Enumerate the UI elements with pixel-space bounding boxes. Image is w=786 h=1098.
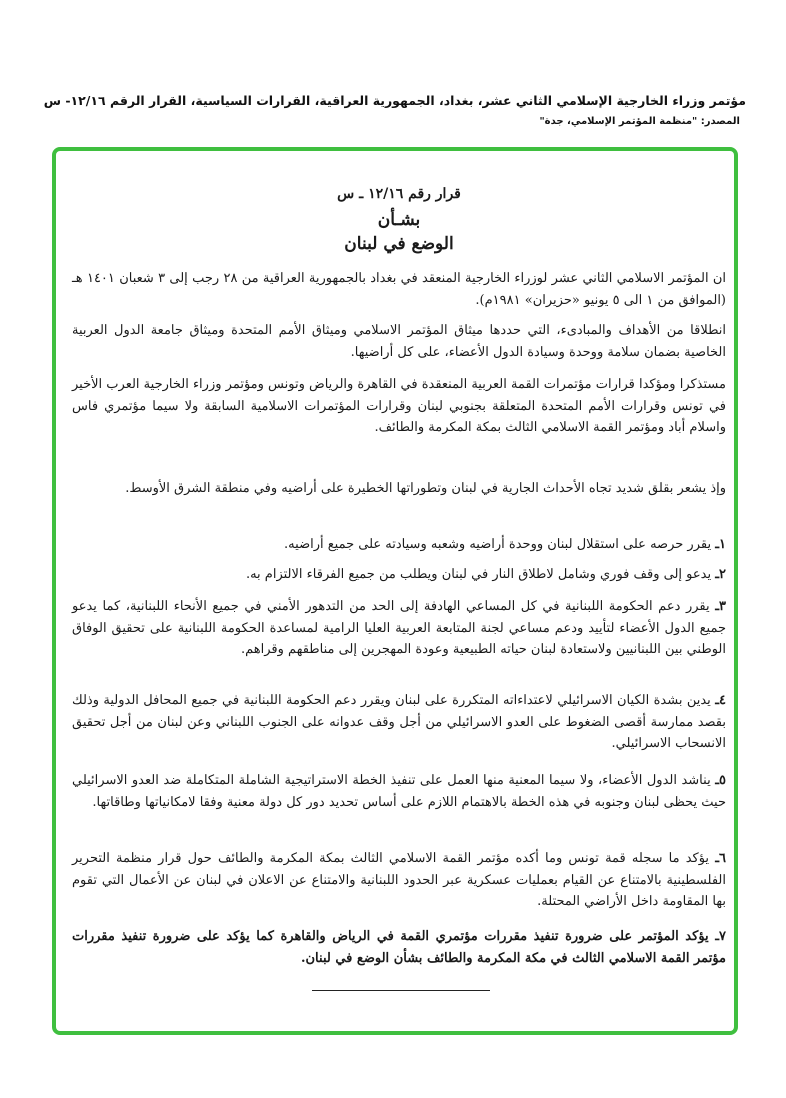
subject-title: الوضع في لبنان [344,234,454,254]
resolution-item-3 [72,596,726,661]
resolution-item-5 [72,770,726,813]
preamble-paragraph-1: ان المؤتمر الاسلامي الثاني عشر لوزراء الخارجية المنعقد في بغداد بالجمهورية العراقية من ٢٨ رجب إلى ٣ شعبان ١٤٠١ هـ (الموافق من ١ الى ٥ يونيو «حزيران» ١٩٨١م). [72,271,727,308]
decision-number: قرار رقم ١٢/١٦ ـ س [337,186,461,202]
item-text: يناشد الدول الأعضاء، ولا سيما المعنية منها العمل على تنفيذ الخطة الاستراتيجية الشاملة المتكاملة ضد العدو الاسرائيلي حيث يحظى لبنان وجنوبه في هذه الخطة بالاهتمام اللازم على أساس تحديد دور كل دولة معنية وفقا لامكانياتها وطاقاتها. [72,773,726,810]
preamble-paragraph-2: انطلاقا من الأهداف والمبادىء، التي حددها ميثاق المؤتمر الاسلامي وميثاق الأمم المتحدة وميثاق جامعة الدول العربية الخاصية بضمان سلامة ووحدة وسيادة الدول الأعضاء، على كل أراضيها. [72,323,726,360]
resolution-item-6 [72,848,726,913]
item-number: ١ـ [715,537,726,552]
item-number: ٧ـ [715,929,726,944]
header-title: مؤتمر وزراء الخارجية الإسلامي الثاني عشر، بغداد، الجمهورية العراقية، القرارات السياسية، القرار الرقم ١٢/١٦- س [43,93,746,108]
item-text: يقرر دعم الحكومة اللبنانية في كل المساعي الهادفة إلى الحد من التدهور الأمني في جميع الأنحاء اللبنانية، كما يدعو جميع الدول الأعضاء لتأييد ودعم مساعي لجنة المتابعة العربية العليا الرامية لمساعدة الحكومة اللبنانية على تحقيق الوفاق الوطني بين اللبنانيين ولاستعادة لبنان حياته الطبيعية وعودة المهجرين إلى مناطقهم وقراهم. [72,599,726,657]
preamble-paragraph-3: مستذكرا ومؤكدا قرارات مؤتمرات القمة العربية المنعقدة في القاهرة والرياض وتونس ومؤتمر وزراء الخارجية العرب الأخير في تونس وقرارات الأمم المتحدة المتعلقة بجنوبي لبنان وقرارات المؤتمرات الاسلامية السابقة ولا سيما مؤتمري فاس واسلام أباد ومؤتمر القمة الاسلامي الثالث بمكة المكرمة والطائف. [72,377,726,435]
item-number: ٥ـ [715,773,726,788]
item-text: يدين بشدة الكيان الاسرائيلي لاعتداءاته المتكررة على لبنان ويقرر دعم الحكومة اللبنانية في جميع المحافل الدولية وذلك بقصد ممارسة أقصى الضغوط على العدو الاسرائيلي من أجل وقف عدوانه على الجنوب اللبناني وعن لبنان من أجل تحقيق الانسحاب الاسرائيلي. [72,693,726,751]
item-number: ٤ـ [715,693,726,708]
item-text: يدعو إلى وقف فوري وشامل لاطلاق النار في لبنان ويطلب من جميع الفرقاء الالتزام به. [245,567,712,582]
resolution-item-2 [72,564,726,586]
item-text: يقرر حرصه على استقلال لبنان ووحدة أراضيه وشعبه وسيادته على جميع أراضيه. [284,537,712,552]
resolution-item-7 [72,926,726,969]
resolution-item-1 [72,534,726,556]
subject-label: بشـأن [377,210,421,230]
resolution-item-4 [72,690,726,755]
closing-divider [312,990,490,991]
header-source: المصدر: "منظمة المؤتمر الإسلامي، جدة" [539,116,740,127]
item-text: يؤكد ما سجله قمة تونس وما أكده مؤتمر القمة الاسلامي الثالث بمكة المكرمة والطائف حول قرار منظمة التحرير الفلسطينية بالامتناع عن القيام بعمليات عسكرية عبر الحدود اللبنانية والامتناع عن الاعلان في لبنان عن الأعمال التي تقوم بها المقاومة داخل الأراضي المحتلة. [72,851,726,909]
preamble-paragraph-4: وإذ يشعر بقلق شديد تجاه الأحداث الجارية في لبنان وتطوراتها الخطيرة على أراضيه وفي منطقة الشرق الأوسط. [125,481,726,496]
page-header [40,92,746,130]
item-number: ٦ـ [715,851,726,866]
item-text: يؤكد المؤتمر على ضرورة تنفيذ مقررات مؤتمري القمة في الرياض والقاهرة كما يؤكد على ضرورة تنفيذ مقررات مؤتمر القمة الاسلامي الثالث في مكة المكرمة والطائف بشأن الوضع في لبنان. [72,929,726,966]
item-number: ٣ـ [715,599,726,614]
item-number: ٢ـ [715,567,726,582]
